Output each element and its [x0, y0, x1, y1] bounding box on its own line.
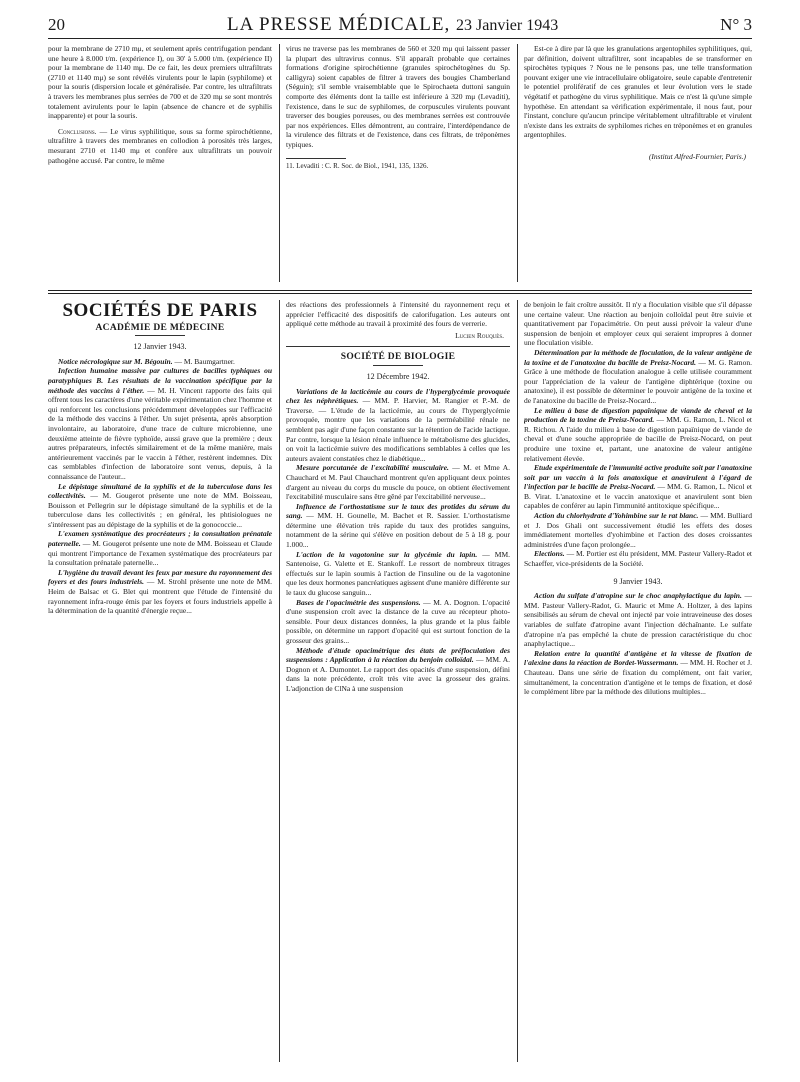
top-column-3: [524, 44, 752, 284]
column-divider: [517, 300, 518, 1062]
column-divider: [517, 44, 518, 282]
issue-date: 23 Janvier 1943: [456, 17, 559, 34]
list-item: Elections. — M. Portier est élu président, MM. Pasteur Vallery-Radot et Schaeffer, vice-présidents de la Société.: [524, 549, 752, 569]
list-item: Action du sulfate d'atropine sur le choc anaphylactique du lapin. — MM. Pasteur Vallery-Radot, G. Mauric et Mme A. Holtzer, à des lapins sensibilisés au sérum de cheval ont injecté par voie intraveineuse des doses variables de sulfate d'atropine avant l'injection déchaînante. Le sulfate d'atropine n'a pas empêché la chute de pression caractéristique du choc anaphylactique...: [524, 591, 752, 649]
list-item: Le dépistage simultané de la syphilis et de la tuberculose dans les collectivités. — M. Gougerot présente une note de MM. Boisseau, Bouisson et Pellegrin sur le dépistage simultané de la syphilis et de la tuberculose dans les collectivités ; en général, les phtisiologues ne s'intéressent pas au dépistage de la syphilis et de la gonococcie...: [48, 481, 272, 529]
list-item: Méthode d'étude opacimétrique des états de préfloculation des suspensions : Application à la réaction du benjoin colloïdal. — MM. A. Dognon et A. Dumontet. Le rapport des opacités d'une suspension, défini dans la note précédente, croît très vite avec la grosseur des grains. L'adjonction de ClNa à une suspension: [286, 645, 510, 693]
conclusions-lead: Conclusions.: [58, 126, 97, 136]
top-column-2: [286, 44, 510, 284]
journal-title: [227, 14, 558, 36]
bottom-column-1: [48, 300, 272, 1060]
list-item: Influence de l'orthostatisme sur le taux des protides du sérum du sang. — MM. H. Gounelle, M. Bachet et R. Sassier. L'orthostatisme détermine une élévation très rapide du taux des protides sanguins, notamment de la sérine qui s'élève en position debout de 5 à 18 g. pour 1.000...: [286, 501, 510, 550]
list-item: Action du chlorhydrate d'Yohimbine sur le rat blanc. — MM. Bulliard et J. Dos Ghali ont successivement étudié les effets des doses immédiatement mortelles d'yohimbine et l'action des doses croissantes administrées d'une façon prolongée...: [524, 511, 752, 549]
footnote: 11. Levaditi : C. R. Soc. de Biol., 1941, 135, 1326.: [286, 161, 429, 170]
paragraph: virus ne traverse pas les membranes de 560 et 320 mμ qui laissent passer la plupart des ultravirus connus. S'il apparaît probable que certaines formations d'origine spirochétienne (granules spirochétogènes du Sp. calligyra) soient capables de filtrer à travers des bougies Chamberland (Séguin); s'il semble vraisemblable que le Spirochaeta duttoni sanguin comporte des éléments dont la taille est inférieure à 320 mμ (Levaditi), l'existence, dans le suc de syphilomes, de corpuscules virulents pouvant traverser des bougies poreuses, ou des membranes serrées est controuvée par nos expériences. Elles démontrent, au contraire, l'interdépendance de la virulence des filtrats et de l'existence, dans ces filtrats, de tréponèmes typiques.: [286, 44, 510, 149]
list-item: Détermination par la méthode de floculation, de la valeur antigène de la toxine et de l'anatoxine du bacille de Preisz-Nocard. — M. G. Ramon. Grâce à une méthode de floculation analogue à celle utilisée couramment pour l'appréciation de la valeur de l'antigène diphtérique (toxine ou anatoxine), il est possible de déterminer le pouvoir antigène de la toxine et de l'anatoxine du bacille de Preisz-Nocard...: [524, 347, 752, 405]
list-item: Le milieu à base de digestion papaïnique de viande de cheval et la production de la toxine de Preisz-Nocard. — MM. G. Ramon, L. Nicol et R. Richou. A l'aide du milieu à base de digestion papaïnique de viande de cheval et d'une souche appropriée de bacille de Preisz-Nocard, on peut produire une toxine et, partant, une anatoxine de valeur antigène relativement élevée.: [524, 405, 752, 463]
list-item: Variations de la lacticémie au cours de l'hyperglycémie provoquée chez les néphrétiques. — MM. P. Harvier, M. Rangier et P.-M. de Traverse. — L'étude de la lacticémie, au cours de l'hyperglycémie provoquée, montre que les variations de la perméabilité rénale ne semblent pas agir d'une façon constante sur la rétention de l'acide lactique. Par contre, lorsque la lésion rénale influence le métabolisme des glucides, on voit la lacticémie suivre des modifications semblables à celles que les auteurs avaient constatées chez le diabétique...: [286, 386, 510, 463]
list-item: Infection humaine massive par cultures de bacilles typhiques ou paratyphiques B. Les résultats de la vaccination spécifique par la méthode des vaccins à l'éther. — M. H. Vincent rapporte des faits qui offrent tous les caractères d'une véritable expérimentation chez l'homme et qui renforcent les conclusions précédemment développées sur l'efficacité de la méthode des vaccins à l'éther. Un sujet présenta, après absorption involontaire, au laboratoire, d'une trace de culture microbienne, une deuxième atteinte de fièvre typhoïde, aussi grave que la première ; deux autres préparateurs, infectés similairement et de la même manière, mais antérieurement vaccinés par le vaccin à l'éther, restèrent indemnes. Dix cas semblables d'infection de laboratoire sont venus, depuis, à la connaissance de l'auteur...: [48, 366, 272, 481]
section-title: SOCIÉTÉS DE PARIS: [62, 300, 258, 321]
footnote-rule: [286, 158, 346, 159]
page-number: 20: [48, 15, 65, 34]
list-item: L'action de la vagotonine sur la glycémie du lapin. — MM. Santenoise, G. Valette et E. Stankoff. Le ressort de nombreux titrages effectués sur le lapin soumis à l'action de l'insuline ou de la vagotonine que les deux hormones pancréatiques agissent d'une manière différente sur le taux du glucose sanguin...: [286, 549, 510, 598]
divider: [373, 365, 423, 366]
paragraph: pour la membrane de 2710 mμ, et seulement après centrifugation pendant une heure à 8.000 t/m. (expérience I), ou 30' à 5.000 t/m. (expérience II) pour la membrane de 1140 mμ. De ce fait, les deux premiers ultrafiltrats (2710 et 1140 mμ) se sont révélés virulents pour le lapin (syphilome) et pour la souris (dispersion locale et généralisée. Par contre, les ultrafiltrats à travers les membranes plus serrées de 700 et de 320 mμ se sont montrés totalement avirulents pour le lapin (absence de chancre et de syphilis inapparente) et pour la souris.: [48, 44, 272, 121]
column-divider: [279, 44, 280, 282]
list-item: Etude expérimentale de l'immunité active produite soit par l'anatoxine soit par un vaccin à la fois anatoxique et anavirulent à l'égard de l'infection par le bacille de Preisz-Nocard. — MM. G. Ramon, L. Nicol et B. Virat. L'anatoxine et le vaccin anatoxique et anavirulent sont bien capables de conférer au lapin l'immunité antitoxique spécifique...: [524, 463, 752, 511]
signature: Lucien Rouquès.: [455, 330, 504, 340]
biologie-date: 12 Décembre 1942.: [366, 371, 430, 381]
list-item: Mesure porcutanée de l'excitabilité musculaire. — M. et Mme A. Chauchard et M. Paul Chauchard montrent qu'en appliquant deux pointes d'argent au niveau du corps du muscle du pouce, on obtient électivement l'excitabilité musculaire sans être gêné par l'excitabilité nerveuse...: [286, 463, 510, 502]
bottom-column-2: [286, 300, 510, 1060]
divider: [135, 335, 185, 336]
list-item: Bases de l'opacimétrie des suspensions. — M. A. Dognon. L'opacité d'une suspension croît avec la distance de la cuve au récepteur photo-sensible. Pour deux distances données, la plus grande et la plus faible possible, on détermine un rapport d'opacité qui est surtout fonction de la grosseur des grains...: [286, 597, 510, 645]
paragraph: Est-ce à dire par là que les granulations argentophiles syphilitiques, qui, par définition, doivent ultrafiltrer, sont incapables de se transformer en spirochètes typiques ? Nous ne le pensons pas, une telle transformation pouvant exiger une vie intracellulaire obligatoire, seule capable d'entretenir le potentiel prolifératif de ces granules et leur évolution vers le stade végétatif et pathogène du virus syphilitique. Mais ce n'est là qu'une simple hypothèse. En attendant sa vérification expérimentale, il nous faut, pour l'instant, conclure qu'aucun principe véritablement ultrafiltrable et virulent n'existe dans les extraits de syphilomes riches en tréponèmes et en granules argentophiles.: [524, 44, 752, 140]
academie-title: ACADÉMIE DE MÉDECINE: [95, 322, 225, 333]
signature: (Institut Alfred-Fournier, Paris.): [648, 151, 746, 161]
running-header: [48, 14, 752, 36]
divider: [286, 346, 510, 347]
journal-name: LA PRESSE MÉDICALE,: [226, 14, 451, 35]
paragraph: de benjoin le fait croître aussitôt. Il n'y a floculation visible que s'il dépasse une certaine valeur. Une réaction au benjoin colloïdal peut être suivie et quantitativement par l'opacimétrie. On peut aussi prévoir la valeur d'une suspension de benjoin et employer ceux qui seraient impropres à donner une floculation visible.: [524, 300, 752, 348]
second-date: 9 Janvier 1943.: [613, 576, 663, 586]
bottom-column-3: [524, 300, 752, 1060]
list-item: Relation entre la quantité d'antigène et la vitesse de fixation de l'alexine dans la réaction de Bordet-Wassermann. — MM. H. Rocher et J. Chauteau. Dans une série de fixation du complément, ont fait varier, simultanément, la concentration d'antigène et le temps de fixation, et dosé le complément libre par la méthode des dilutions multiples...: [524, 648, 752, 697]
list-item: L'hygiène du travail devant les feux par mesure du rayonnement des foyers et des fours industriels. — M. Strohl présente une note de MM. Heim de Balsac et G. Blet qui montrent que l'étude de l'intensité du rayonnement infra-rouge émis par les foyers et fours industriels appelle à la détermination de la quantité d'énergie reçue...: [48, 567, 272, 616]
paragraph: des réactions des professionnels à l'intensité du rayonnement reçu et apprécier l'efficacité des dispositifs de calorifugation. Les auteurs ont appliqué cette méthode au travail à proximité des fours de verrerie.: [286, 300, 510, 329]
issue-number: N° 3: [720, 15, 752, 34]
section-double-rule: [48, 290, 752, 294]
top-column-1: [48, 44, 272, 284]
list-item: Notice nécrologique sur M. Bégouin. — M. Baumgartner.: [58, 356, 235, 366]
paragraph: [48, 127, 272, 165]
biologie-title: SOCIÉTÉ DE BIOLOGIE: [340, 352, 456, 363]
conclusions-text: — Le virus syphilitique, sous sa forme spirochétienne, ultrafiltre à travers des membranes en collodion à porosités très larges, mesurant 2710 et 1140 mμ et confère aux ultrafiltrats un pouvoir pathogène accusé. Par contre, le même: [48, 126, 272, 165]
column-divider: [279, 300, 280, 1062]
academie-date: 12 Janvier 1943.: [133, 342, 187, 352]
header-rule: [48, 38, 752, 39]
list-item: L'examen systématique des procréateurs ; la consultation prénatale paternelle. — M. Gougerot présente une note de MM. Boisseau et Claude qui montrent l'importance de l'examen systématique des procréateurs par la consultation prénatale paternelle...: [48, 529, 272, 568]
